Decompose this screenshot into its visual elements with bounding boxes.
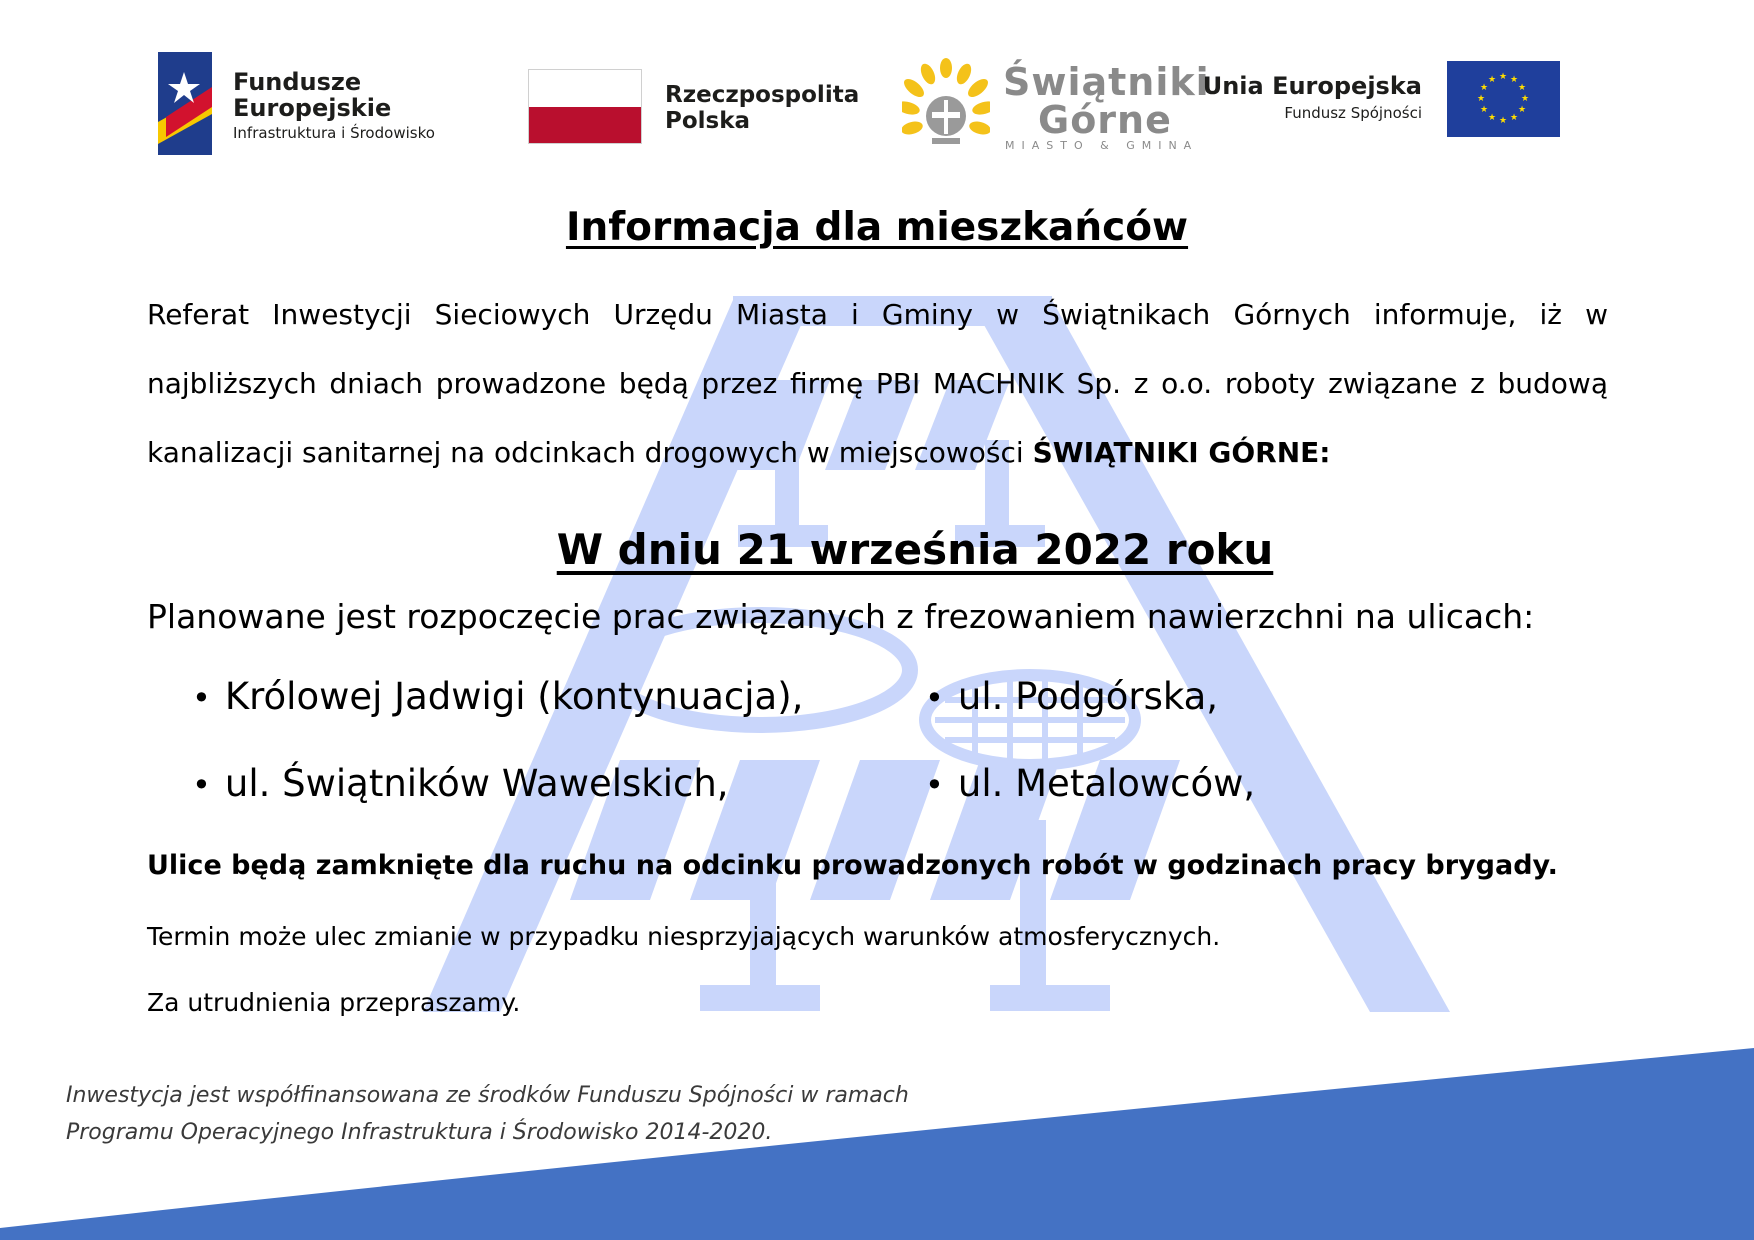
eu-flag-icon [1447,61,1560,137]
rzeczpospolita-logo-line2: Polska [665,108,751,134]
svg-text:★: ★ [1498,116,1508,126]
fundusze-logo-line2: Europejskie [233,94,392,122]
svg-text:★: ★ [1517,83,1527,93]
svg-text:★: ★ [1487,75,1497,85]
fundusze-logo-line3: Infrastruktura i Środowisko [233,124,435,142]
svg-text:★: ★ [1509,113,1519,123]
bullet: • [925,766,944,804]
term-change-notice: Termin może ulec zmianie w przypadku niesprzyjających warunków atmosferycznych. [147,922,1221,951]
svg-text:★: ★ [1476,94,1486,104]
street-name: ul. Metalowców, [957,762,1256,805]
intro-text: Referat Inwestycji Sieciowych Urzędu Miasta i Gminy w Świątnikach Górnych informuje, iż w najbliższych dniach prowadzone będą przez firmę PBI MACHNIK Sp. z o.o. roboty związane z budową kanalizacji sanitarnej na odcinkach drogowych w miejscowości [147,298,1608,469]
road-closed-notice: Ulice będą zamknięte dla ruchu na odcinku prowadzonych robót w godzinach pracy brygady. [147,850,1558,881]
street-name: Królowej Jadwigi (kontynuacja), [224,675,804,718]
street-item [192,675,803,718]
swiatniki-emblem-icon [902,58,990,154]
poland-flag-icon [528,69,642,144]
street-name: ul. Świątników Wawelskich, [224,762,729,805]
unia-logo-line1: Unia Europejska [1202,72,1422,100]
swiatniki-logo-subtitle: MIASTO & GMINA [1005,139,1199,152]
fundusze-logo-line1: Fundusze [233,68,362,96]
svg-text:★: ★ [1498,72,1508,82]
svg-text:★: ★ [1479,105,1489,115]
lead-text: Planowane jest rozpoczęcie prac związanych z frezowaniem nawierzchni na ulicach: [147,597,1535,636]
svg-text:★: ★ [1479,83,1489,93]
cofinancing-note-line2: Programu Operacyjnego Infrastruktura i Środowisko 2014-2020. [66,1120,773,1145]
apology-text: Za utrudnienia przepraszamy. [147,988,521,1017]
street-item [925,675,1218,718]
unia-logo-line2: Fundusz Spójności [1284,104,1422,122]
bullet: • [925,679,944,717]
notice-title: Informacja dla mieszkańców [565,205,1189,250]
street-item [192,762,729,805]
date-heading: W dniu 21 września 2022 roku [556,525,1274,574]
svg-text:★: ★ [1517,105,1527,115]
cofinancing-note-line1: Inwestycja jest współfinansowana ze środków Funduszu Spójności w ramach [66,1083,909,1108]
rzeczpospolita-logo-line1: Rzeczpospolita [665,82,860,108]
svg-text:★: ★ [1509,75,1519,85]
eu-funds-star-icon [158,52,212,155]
bullet: • [192,766,211,804]
street-name: ul. Podgórska, [957,675,1219,718]
intro-location: ŚWIĄTNIKI GÓRNE: [1032,436,1331,469]
svg-text:★: ★ [1487,113,1497,123]
street-item [925,762,1255,805]
svg-text:★: ★ [1520,94,1530,104]
swiatniki-logo-line2: Górne [1038,98,1172,142]
bullet: • [192,679,211,717]
intro-paragraph [147,280,1608,487]
swiatniki-logo-line1: Świątniki [1003,60,1210,104]
